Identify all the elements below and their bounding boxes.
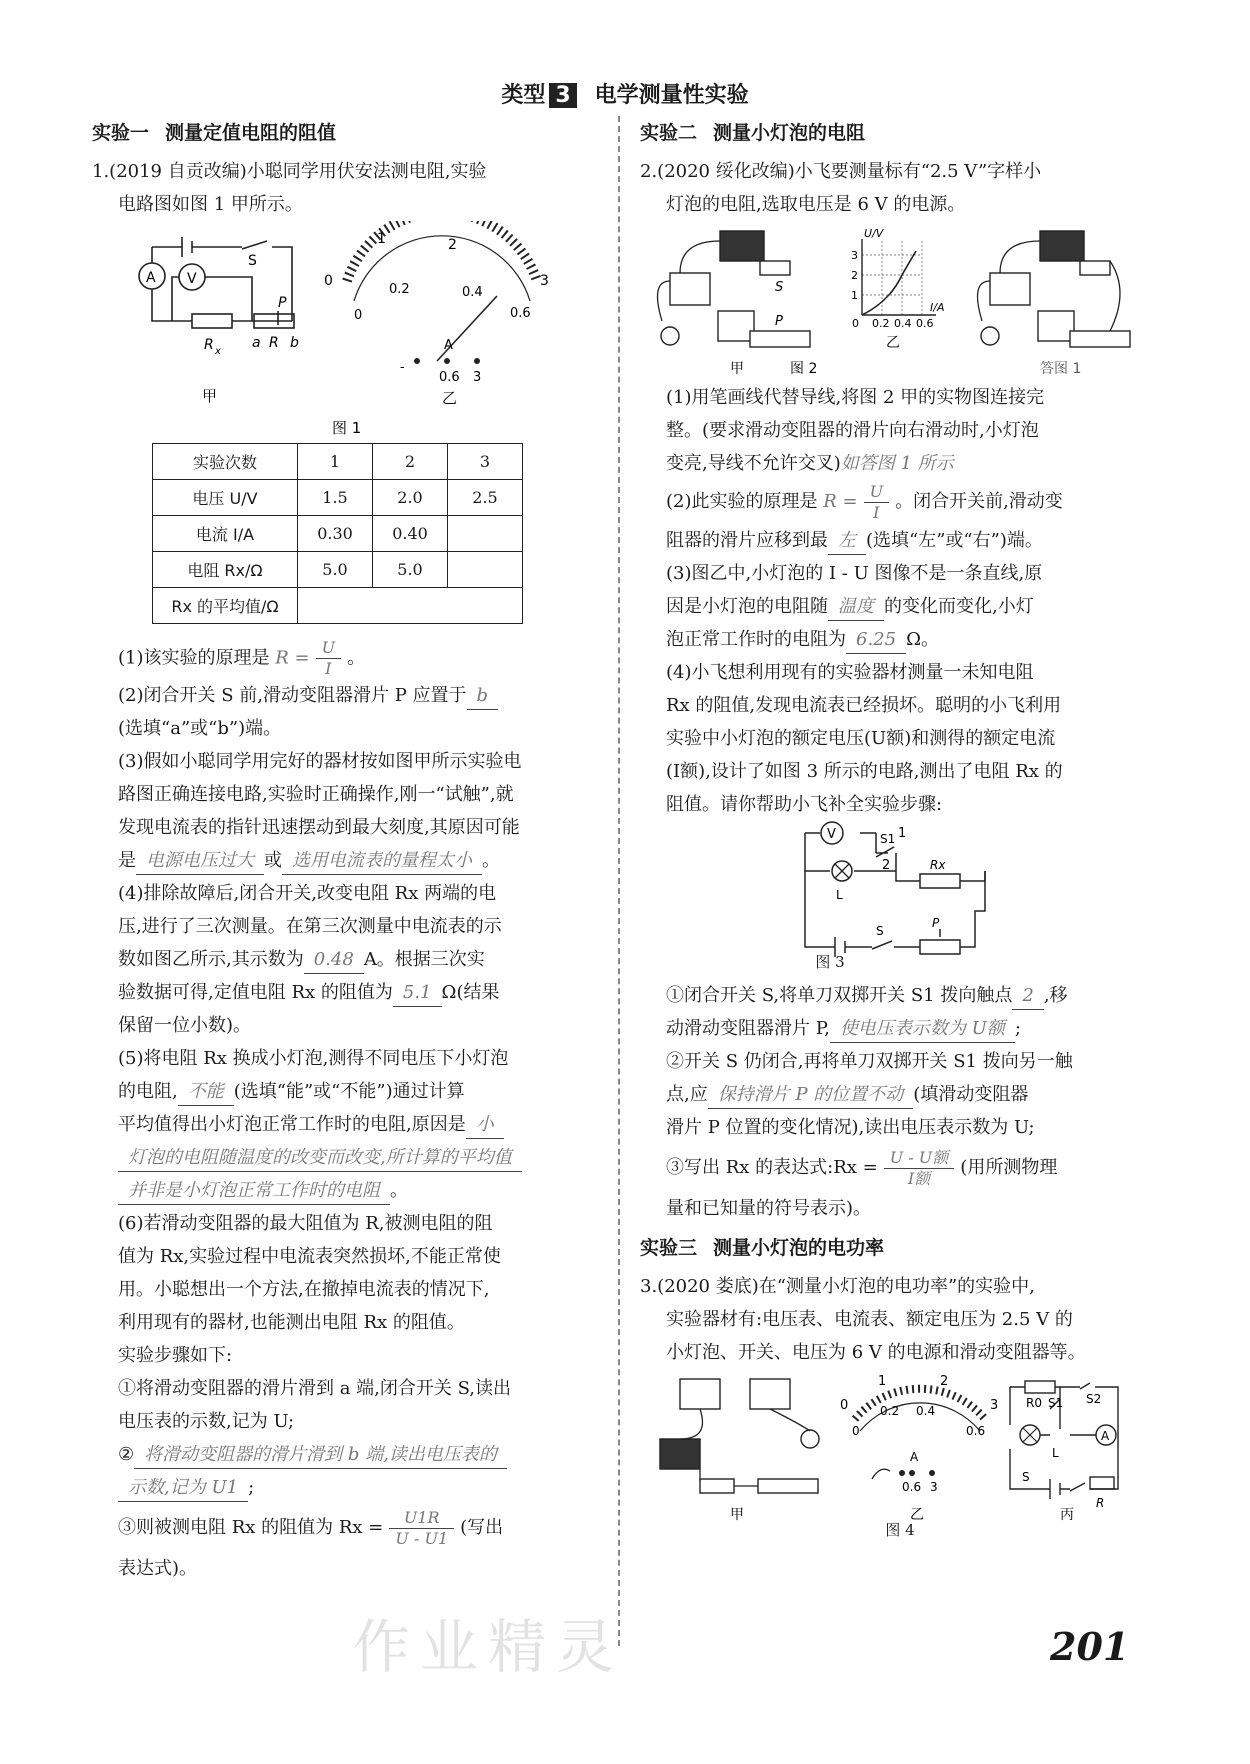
s2-line2: (选填“a”或“b”)端。 (118, 718, 282, 739)
graph-y-tick-1: 1 (851, 289, 858, 302)
dial-top-0: 0 (324, 273, 333, 289)
s5-line5: 并非是小灯泡正常工作时的电阻 。 (92, 1174, 602, 1207)
s6-line4: 利用现有的器材,也能测出电阻 Rx 的阻值。 (118, 1312, 465, 1333)
fig4-dial-bot-0: 0 (852, 1424, 860, 1438)
table-row (153, 552, 523, 588)
p4-line5: 阻值。请你帮助小飞补全实验步骤: (666, 794, 943, 815)
watermark: 作业精灵 (352, 1613, 625, 1681)
fig3-voltmeter-label: V (827, 827, 836, 842)
p2-answer-fraction: $\frac{U}{I}$ (864, 482, 889, 523)
st2-answer: 保持滑片 P 的位置不动 (708, 1082, 914, 1109)
s2-line: (2)闭合开关 S 前,滑动变阻器滑片 P 应置于 b (92, 679, 602, 712)
fig4-dial-top-0: 0 (840, 1398, 849, 1413)
type-label: 类型 (501, 83, 546, 108)
figure-1-drawing (92, 221, 602, 437)
graph-y-tick-3: 3 (851, 249, 858, 262)
column-divider (618, 116, 620, 1646)
figure-3 (640, 821, 1160, 971)
s6-line1: (6)若滑动变阻器的最大阻值为 R,被测电阻的阻 (118, 1213, 493, 1234)
s5-answer2b: 灯泡的电阻随温度的改变而改变,所计算的平均值 (118, 1145, 522, 1172)
graph-x-tick-1: 0.2 (872, 317, 890, 330)
terminal-a-label: a (252, 335, 261, 351)
terminal-b-label: b (290, 335, 299, 351)
s6-line11: 表达式)。 (118, 1558, 198, 1579)
dial-scale (347, 221, 537, 281)
switch-label: S (248, 253, 257, 269)
s6-line8: ② 将滑动变阻器的滑片滑到 b 端,读出电压表的 (92, 1438, 602, 1471)
section-header (0, 78, 1250, 109)
table-cell: 电压 U/V (153, 480, 298, 516)
s4-line2: 压,进行了三次测量。在第三次测量中电流表的示 (118, 916, 502, 937)
s3-line4: 是 电源电压过大 或 选用电流表的量程太小 。 (92, 844, 602, 877)
exp1-title: 实验一 测量定值电阻的阻值 (92, 122, 337, 144)
fig4-caption: 图 4 (885, 1521, 915, 1539)
table-cell: Rx 的平均值/Ω (153, 588, 298, 624)
p4-line3: 实验中小灯泡的额定电压(U额)和测得的额定电流 (666, 728, 1056, 749)
table-cell: 电流 I/A (153, 516, 298, 552)
measurement-table (152, 443, 523, 624)
s6-answer-fraction: $\frac{U1R}{U - U1}$ (389, 1508, 454, 1549)
s5-line1: (5)将电阻 Rx 换成小灯泡,测得不同电压下小灯泡 (118, 1048, 509, 1069)
table-cell: 0.40 (373, 516, 448, 552)
fig2-switch-label: S (775, 280, 784, 295)
graph-x-tick-2: 0.4 (894, 317, 912, 330)
table-cell: 5.0 (373, 552, 448, 588)
page-number: 201 (1050, 1624, 1130, 1669)
s6-line10: ③则被测电阻 Rx 的阻值为 Rx = $\frac{U1R}{U - U1}$ (写出 (118, 1507, 504, 1548)
s6-answer1a: 将滑动变阻器的滑片滑到 b 端,读出电压表的 (134, 1442, 507, 1469)
fig4-terminal-06: 0.6 (902, 1480, 922, 1494)
table-cell: 2 (373, 444, 448, 480)
fig4-ammeter-label: A (1101, 1429, 1110, 1443)
s3-line1: (3)假如小聪同学用完好的器材按如图甲所示实验电 (118, 751, 522, 772)
q1-line1: 1.(2019 自贡改编)小聪同学用伏安法测电阻,实验 (92, 161, 487, 182)
s5-answer2c: 并非是小灯泡正常工作时的电阻 (118, 1178, 390, 1205)
s4-line4: 验数据可得,定值电阻 Rx 的阻值为 5.1 Ω(结果 (92, 976, 602, 1009)
fig1-caption: 图 1 (332, 419, 362, 437)
fig2-slider-label: P (775, 314, 783, 329)
terminal-minus: - (400, 360, 405, 375)
s6-answer1b: 示数,记为 U1 (118, 1475, 248, 1502)
st1-line2: 动滑动变阻器滑片 P, 使电压表示数为 U额 ; (640, 1012, 1160, 1045)
type-number-badge: 3 (549, 83, 576, 108)
dial-bot-1: 0.2 (389, 282, 410, 297)
fig4-dial-unit: A (910, 1450, 919, 1464)
table-cell: 1.5 (298, 480, 373, 516)
fig4-sub-c: 丙 (1060, 1507, 1074, 1523)
s4-line5: 保留一位小数)。 (118, 1015, 252, 1036)
p1-line2: 整。(要求滑动变阻器的滑片向右滑动时,小灯泡 (666, 420, 1039, 441)
fig3-caption: 图 3 (815, 953, 845, 971)
fig1-sub-a: 甲 (202, 387, 218, 405)
fig4-s1-label: S1 (1048, 1396, 1064, 1410)
table-row (153, 588, 523, 624)
p2-answer: 左 (828, 528, 866, 555)
left-column (92, 118, 602, 1585)
fig2-sub-b: 乙 (886, 335, 900, 351)
fig4-dial-bot-2: 0.4 (916, 1404, 936, 1418)
graph-x-tick-0: 0 (852, 317, 859, 330)
table-cell: 实验次数 (153, 444, 298, 480)
graph-y-tick-2: 2 (851, 269, 858, 282)
dial-top-3: 3 (540, 273, 549, 289)
q1-line2: 电路图如图 1 甲所示。 (118, 194, 303, 215)
s4-answer2: 5.1 (393, 980, 442, 1007)
s6-line9: 示数,记为 U1 ; (92, 1471, 602, 1504)
fig4-dial-bot-3: 0.6 (966, 1424, 986, 1438)
right-column (640, 118, 1160, 1539)
voltmeter-label: V (187, 271, 197, 287)
s6-line5: 实验步骤如下: (118, 1345, 233, 1366)
fig4-switch-label: S (1022, 1470, 1030, 1484)
s6-line3: 用。小聪想出一个方法,在撤掉电流表的情况下, (118, 1279, 490, 1300)
figure-4-drawing (640, 1369, 1160, 1539)
table-cell: 5.0 (298, 552, 373, 588)
st2-line3: 滑片 P 位置的变化情况),读出电压表示数为 U; (666, 1117, 1035, 1138)
iu-curve (862, 251, 916, 315)
st2-line2: 点,应 保持滑片 P 的位置不动 (填滑动变阻器 (640, 1078, 1160, 1111)
fig4-r0-label: R0 (1026, 1396, 1042, 1410)
p4-line2: Rx 的阻值,发现电流表已经损坏。聪明的小飞利用 (666, 695, 1062, 716)
table-cell (448, 552, 523, 588)
table-cell: 电阻 Rx/Ω (153, 552, 298, 588)
s3-answer1: 电源电压过大 (136, 848, 264, 875)
p2-answer-lhs: R = (823, 491, 858, 512)
q2-line2: 灯泡的电阻,选取电压是 6 V 的电源。 (666, 194, 966, 215)
table-row (153, 444, 523, 480)
fig3-contact-1: 1 (898, 826, 907, 841)
p3-line2: 因是小灯泡的电阻随 温度 的变化而变化,小灯 (640, 590, 1160, 623)
s6-line6: ①将滑动变阻器的滑片滑到 a 端,闭合开关 S,读出 (118, 1378, 512, 1399)
fig4-dial-top-3: 3 (990, 1398, 999, 1413)
graph-y-axis-label: U/V (864, 227, 884, 240)
dial-bot-0: 0 (354, 308, 363, 323)
fig4-dial-top-1: 1 (878, 1374, 887, 1389)
s5-line3: 平均值得出小灯泡正常工作时的电阻,原因是 小 (92, 1108, 602, 1141)
s6-line7: 电压表的示数,记为 U; (118, 1411, 295, 1432)
table-row (153, 480, 523, 516)
fig2-caption: 图 2 (790, 361, 818, 377)
s3-answer2: 选用电流表的量程太小 (282, 848, 482, 875)
st2-line1: ②开关 S 仍闭合,再将单刀双掷开关 S1 拨向另一触 (666, 1051, 1073, 1072)
fig4-s2-label: S2 (1086, 1392, 1102, 1406)
st3-line1: ③写出 Rx 的表达式:Rx = $\frac{\text{U - U额}}{\text{I额}}$ (用所测物理 (666, 1147, 1058, 1188)
terminal-06: 0.6 (439, 370, 460, 385)
q3-line2: 实验器材有:电压表、电流表、额定电压为 2.5 V 的 (666, 1309, 1073, 1330)
rheostat-r-label: R (269, 335, 279, 351)
q3-line1: 3.(2020 娄底)在“测量小灯泡的电功率”的实验中, (640, 1276, 1035, 1297)
st3-answer-fraction: $\frac{\text{U - U额}}{\text{I额}}$ (884, 1148, 955, 1189)
fig4-lamp-label: L (1052, 1446, 1059, 1460)
s2-answer: b (467, 683, 499, 710)
p3-line3: 泡正常工作时的电阻为 6.25 Ω。 (640, 623, 1160, 656)
table-row (153, 516, 523, 552)
s3-line2: 路图正确连接电路,实验时正确操作,刚一“试触”,就 (118, 784, 514, 805)
fig2-sub-a: 甲 (730, 361, 744, 377)
s5-answer2a: 小 (466, 1112, 504, 1139)
q2-line1: 2.(2020 绥化改编)小飞要测量标有“2.5 V”字样小 (640, 161, 1042, 182)
fig3-s1-label: S1 (880, 832, 896, 846)
figure-1 (92, 221, 602, 437)
s4-answer1: 0.48 (304, 947, 364, 974)
dial-top-2: 2 (448, 237, 457, 253)
graph-x-axis-label: I/A (930, 301, 945, 314)
rx-label: R (204, 337, 214, 353)
p2-line2: 阻器的滑片应移到最 左 (选填“左”或“右”)端。 (640, 524, 1160, 557)
graph-axes (862, 239, 936, 315)
s6-line2: 值为 Rx,实验过程中电流表突然损坏,不能正常使 (118, 1246, 501, 1267)
s5-line4 (92, 1141, 602, 1174)
fig4-rheostat-label: R (1096, 1496, 1105, 1510)
dial-bot-3: 0.6 (510, 306, 531, 321)
graph-x-tick-3: 0.6 (916, 317, 934, 330)
fig4-dial-bot-1: 0.2 (880, 1404, 900, 1418)
ammeter-label: A (146, 270, 156, 286)
p3-answer1: 温度 (828, 594, 884, 621)
fig4-sub-b: 乙 (910, 1507, 924, 1523)
table-cell: 3 (448, 444, 523, 480)
st1-line1: ①闭合开关 S,将单刀双掷开关 S1 拨向触点 2 ,移 (640, 979, 1160, 1012)
figure-2-drawing (640, 221, 1160, 381)
fig3-contact-2: 2 (882, 858, 891, 873)
fig1-sub-b: 乙 (442, 389, 458, 407)
st1-answer2: 使电压表示数为 U额 (830, 1016, 1015, 1043)
figure-3-drawing (640, 821, 1160, 971)
figure-2 (640, 221, 1160, 381)
slider-label: P (278, 295, 287, 311)
table-cell: 0.30 (298, 516, 373, 552)
p4-line4: (I额),设计了如图 3 所示的电路,测出了电阻 Rx 的 (666, 761, 1063, 782)
table-cell: 2.0 (373, 480, 448, 516)
s1-line: (1)该实验的原理是 R = $\frac{U}{I}$ 。 (118, 638, 366, 678)
p1-answer: 如答图 1 所示 (840, 453, 954, 474)
s1-answer-lhs: R = (275, 647, 310, 669)
p4-line1: (4)小飞想利用现有的实验器材测量一未知电阻 (666, 662, 1034, 683)
table-cell: 2.5 (448, 480, 523, 516)
terminal-3: 3 (473, 370, 482, 385)
section-title: 电学测量性实验 (594, 83, 749, 108)
fig3-rx-label: Rx (930, 858, 946, 872)
p1-line1: (1)用笔画线代替导线,将图 2 甲的实物图连接完 (666, 387, 1045, 408)
s4-line1: (4)排除故障后,闭合开关,改变电阻 Rx 两端的电 (118, 883, 497, 904)
s3-line3: 发现电流表的指针迅速摆动到最大刻度,其原因可能 (118, 817, 520, 838)
figure-4 (640, 1369, 1160, 1539)
s5-answer1: 不能 (178, 1079, 234, 1106)
rx-subscript: x (215, 346, 221, 357)
fig3-switch-label: S (876, 924, 884, 938)
answer-figure-caption: 答图 1 (1040, 361, 1082, 377)
p3-line1: (3)图乙中,小灯泡的 I - U 图像不是一条直线,原 (666, 563, 1043, 584)
fig4-sub-a: 甲 (730, 1507, 744, 1523)
st3-line2: 量和已知量的符号表示)。 (666, 1198, 872, 1219)
exp2-title: 实验二 测量小灯泡的电阻 (640, 122, 866, 144)
fig4-dial-top-2: 2 (940, 1374, 949, 1389)
s1-answer-fraction: $\frac{U}{I}$ (316, 638, 341, 679)
p1-line3: 变亮,导线不允许交叉)如答图 1 所示 (666, 453, 954, 474)
dial-bot-2: 0.4 (462, 285, 483, 300)
s5-line2: 的电阻, 不能 (选填“能”或“不能”)通过计算 (92, 1075, 602, 1108)
fig3-slider-label: P (932, 916, 940, 930)
exp3-title: 实验三 测量小灯泡的电功率 (640, 1237, 885, 1259)
p3-answer2: 6.25 (846, 627, 906, 654)
dial-top-1: 1 (377, 231, 386, 247)
fig3-lamp-label: L (836, 888, 843, 902)
dial-unit-a: A (444, 338, 453, 353)
s4-line3: 数如图乙所示,其示数为 0.48 A。根据三次实 (92, 943, 602, 976)
st1-answer1: 2 (1012, 983, 1043, 1010)
p2-line1: (2)此实验的原理是 R = $\frac{U}{I}$ 。闭合开关前,滑动变 (666, 481, 1063, 522)
table-cell: 1 (298, 444, 373, 480)
table-cell (298, 588, 523, 624)
q3-line3: 小灯泡、开关、电压为 6 V 的电源和滑动变阻器等。 (666, 1342, 1086, 1363)
fig4-terminal-3: 3 (930, 1480, 938, 1494)
table-cell (448, 516, 523, 552)
